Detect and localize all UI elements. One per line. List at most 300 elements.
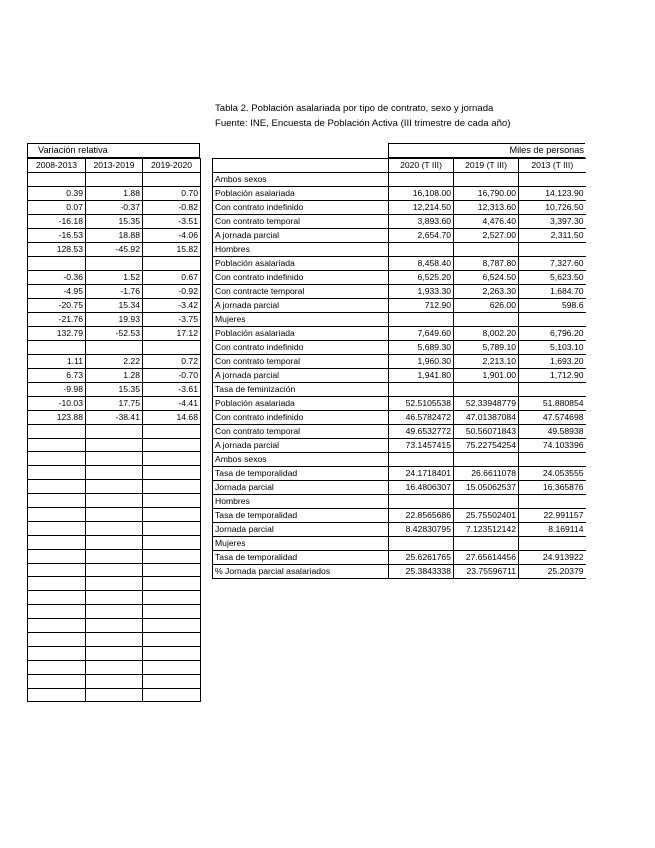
variation-cell: -3.42 bbox=[143, 298, 201, 312]
variation-cell bbox=[143, 466, 201, 480]
variation-cell bbox=[28, 452, 86, 466]
value-cell: 8,002.20 bbox=[454, 327, 519, 341]
value-cell: 598.6 bbox=[519, 299, 586, 313]
table-row bbox=[28, 563, 201, 577]
value-cell: 23.75596711 bbox=[454, 565, 519, 579]
value-cell: 47.01387084 bbox=[454, 411, 519, 425]
value-cell: 25.3843338 bbox=[389, 565, 454, 579]
value-cell bbox=[519, 243, 586, 257]
variation-cell bbox=[143, 563, 201, 577]
table-row bbox=[213, 425, 586, 439]
value-cell: 7.123512142 bbox=[454, 523, 519, 537]
row-label: Tasa de temporalidad bbox=[213, 551, 389, 565]
value-cell bbox=[454, 243, 519, 257]
table-row bbox=[213, 551, 586, 565]
row-label: % Jornada parcial asalariados bbox=[213, 565, 389, 579]
value-cell: 5,103.10 bbox=[519, 341, 586, 355]
table-row bbox=[28, 646, 201, 660]
variation-cell bbox=[28, 549, 86, 563]
variation-cell: -0.37 bbox=[86, 200, 143, 214]
value-cell: 25.6261765 bbox=[389, 551, 454, 565]
variation-cell bbox=[86, 591, 143, 605]
value-cell: 73.1457415 bbox=[389, 439, 454, 453]
value-cell bbox=[519, 173, 586, 187]
value-cell: 51.880854 bbox=[519, 397, 586, 411]
row-label: A jornada parcial bbox=[213, 439, 389, 453]
row-label: Jornada parcial bbox=[213, 481, 389, 495]
table-row bbox=[213, 313, 586, 327]
value-cell: 22.991157 bbox=[519, 509, 586, 523]
variation-cell: -3.75 bbox=[143, 312, 201, 326]
value-cell: 6,525.20 bbox=[389, 271, 454, 285]
variation-cell bbox=[28, 480, 86, 494]
variation-cell: -9.98 bbox=[28, 382, 86, 396]
value-cell: 1,960.30 bbox=[389, 355, 454, 369]
variation-cell bbox=[28, 605, 86, 619]
variation-cell: -20.75 bbox=[28, 298, 86, 312]
table-row bbox=[28, 326, 201, 340]
row-label: Mujeres bbox=[213, 313, 389, 327]
value-cell: 52.5105538 bbox=[389, 397, 454, 411]
variation-cell bbox=[86, 521, 143, 535]
value-cell: 47.574698 bbox=[519, 411, 586, 425]
variation-cell bbox=[86, 438, 143, 452]
variation-cell bbox=[28, 660, 86, 674]
variation-cell bbox=[28, 619, 86, 633]
value-cell: 5,789.10 bbox=[454, 341, 519, 355]
value-cell: 16.4806307 bbox=[389, 481, 454, 495]
variation-cell bbox=[143, 619, 201, 633]
table-row bbox=[213, 453, 586, 467]
row-label: A jornada parcial bbox=[213, 229, 389, 243]
value-cell: 27.65614456 bbox=[454, 551, 519, 565]
variation-cell: -0.92 bbox=[143, 284, 201, 298]
year-header: 2020 (T III) bbox=[389, 159, 454, 173]
table-row bbox=[213, 509, 586, 523]
value-cell bbox=[454, 453, 519, 467]
table-row bbox=[28, 660, 201, 674]
variation-cell: -52.53 bbox=[86, 326, 143, 340]
value-cell: 2,527.00 bbox=[454, 229, 519, 243]
value-cell: 8,458.40 bbox=[389, 257, 454, 271]
variation-cell bbox=[143, 591, 201, 605]
value-cell: 24.913922 bbox=[519, 551, 586, 565]
variation-cell bbox=[143, 438, 201, 452]
variation-cell bbox=[86, 494, 143, 508]
table-row bbox=[213, 187, 586, 201]
row-label: Con contrato indefinido bbox=[213, 201, 389, 215]
value-cell: 7,327.60 bbox=[519, 257, 586, 271]
value-cell bbox=[389, 313, 454, 327]
table-row bbox=[213, 229, 586, 243]
variation-cell: -4.95 bbox=[28, 284, 86, 298]
variation-cell bbox=[28, 577, 86, 591]
value-cell: 5,689.30 bbox=[389, 341, 454, 355]
value-cell: 74.103396 bbox=[519, 439, 586, 453]
value-cell: 24.1718401 bbox=[389, 467, 454, 481]
caption-title: Tabla 2. Población asalariada por tipo de contrato, sexo y jornada bbox=[215, 103, 494, 114]
table-row bbox=[213, 481, 586, 495]
units-header: Miles de personas bbox=[388, 143, 585, 158]
variation-cell bbox=[143, 674, 201, 688]
table-row bbox=[28, 619, 201, 633]
table-row bbox=[28, 298, 201, 312]
variation-cell: -38.41 bbox=[86, 410, 143, 424]
value-cell: 12,214.50 bbox=[389, 201, 454, 215]
variation-cell: 132.79 bbox=[28, 326, 86, 340]
table-row bbox=[213, 327, 586, 341]
value-cell: 25.20379 bbox=[519, 565, 586, 579]
value-cell: 52.33948779 bbox=[454, 397, 519, 411]
table-row bbox=[28, 242, 201, 256]
variation-cell bbox=[86, 466, 143, 480]
variation-header: Variación relativa bbox=[27, 143, 200, 158]
year-header-row bbox=[213, 159, 586, 173]
row-label: Con contrato indefinido bbox=[213, 411, 389, 425]
caption-source: Fuente: INE, Encuesta de Población Activa (III trimestre de cada año) bbox=[215, 118, 511, 129]
variation-cell bbox=[28, 508, 86, 522]
variation-cell bbox=[143, 424, 201, 438]
row-label: Población asalariada bbox=[213, 397, 389, 411]
variation-cell bbox=[28, 633, 86, 647]
table-row bbox=[28, 688, 201, 702]
value-cell: 26.6611078 bbox=[454, 467, 519, 481]
table-row bbox=[28, 605, 201, 619]
variation-cell bbox=[86, 549, 143, 563]
row-label: A jornada parcial bbox=[213, 369, 389, 383]
table-row bbox=[213, 173, 586, 187]
row-label: Con contrato indefinido bbox=[213, 341, 389, 355]
table-row bbox=[28, 424, 201, 438]
table-row bbox=[28, 173, 201, 187]
value-cell: 14,123.90 bbox=[519, 187, 586, 201]
table-row bbox=[28, 480, 201, 494]
row-label: Mujeres bbox=[213, 537, 389, 551]
row-label: Ambos sexos bbox=[213, 173, 389, 187]
value-cell: 24.053555 bbox=[519, 467, 586, 481]
value-cell: 12,313.60 bbox=[454, 201, 519, 215]
table-row bbox=[28, 452, 201, 466]
variation-cell bbox=[28, 494, 86, 508]
table-row bbox=[28, 508, 201, 522]
table-row bbox=[213, 215, 586, 229]
variation-cell bbox=[28, 646, 86, 660]
value-cell: 6,524.50 bbox=[454, 271, 519, 285]
table-row bbox=[28, 368, 201, 382]
value-cell bbox=[389, 243, 454, 257]
value-cell bbox=[389, 495, 454, 509]
value-cell: 8,787.80 bbox=[454, 257, 519, 271]
value-cell bbox=[389, 537, 454, 551]
variation-cell bbox=[28, 674, 86, 688]
variation-cell: -0.36 bbox=[28, 270, 86, 284]
variation-cell bbox=[86, 563, 143, 577]
row-label: Población asalariada bbox=[213, 257, 389, 271]
table-caption bbox=[215, 101, 510, 131]
table-row bbox=[28, 396, 201, 410]
variation-cell bbox=[143, 452, 201, 466]
variation-cell bbox=[86, 256, 143, 270]
row-label: Con contrato temporal bbox=[213, 355, 389, 369]
row-label: Tasa de temporalidad bbox=[213, 467, 389, 481]
table-row bbox=[213, 439, 586, 453]
value-cell: 2,263.30 bbox=[454, 285, 519, 299]
table-row bbox=[28, 200, 201, 214]
value-cell bbox=[454, 383, 519, 397]
variation-cell bbox=[86, 619, 143, 633]
table-row bbox=[28, 382, 201, 396]
value-cell: 10,726.50 bbox=[519, 201, 586, 215]
period-header: 2008-2013 bbox=[28, 159, 86, 173]
variation-cell bbox=[143, 660, 201, 674]
value-cell bbox=[519, 313, 586, 327]
table-row bbox=[28, 312, 201, 326]
variation-cell bbox=[28, 173, 86, 187]
table-row bbox=[28, 549, 201, 563]
variation-cell bbox=[86, 535, 143, 549]
table-row bbox=[213, 467, 586, 481]
value-cell: 626.00 bbox=[454, 299, 519, 313]
row-label: Tasa de feminización bbox=[213, 383, 389, 397]
table-row bbox=[213, 285, 586, 299]
value-cell: 16,108.00 bbox=[389, 187, 454, 201]
variation-cell bbox=[143, 173, 201, 187]
value-cell: 712.90 bbox=[389, 299, 454, 313]
variation-cell bbox=[86, 173, 143, 187]
variation-cell bbox=[86, 674, 143, 688]
variation-cell: 1.28 bbox=[86, 368, 143, 382]
table-row bbox=[28, 256, 201, 270]
row-label: Con contracte temporal bbox=[213, 285, 389, 299]
variation-cell bbox=[86, 660, 143, 674]
value-cell bbox=[389, 453, 454, 467]
variation-cell: 2.22 bbox=[86, 354, 143, 368]
variation-cell: -1.76 bbox=[86, 284, 143, 298]
value-cell: 16,790.00 bbox=[454, 187, 519, 201]
table-row bbox=[213, 383, 586, 397]
variation-cell bbox=[86, 424, 143, 438]
variation-cell bbox=[86, 646, 143, 660]
variation-cell: -21.76 bbox=[28, 312, 86, 326]
value-cell: 1,684.70 bbox=[519, 285, 586, 299]
variation-cell bbox=[86, 340, 143, 354]
variation-cell: 15.34 bbox=[86, 298, 143, 312]
table-row bbox=[28, 591, 201, 605]
variation-cell bbox=[143, 508, 201, 522]
variation-cell: 6.73 bbox=[28, 368, 86, 382]
table-row bbox=[213, 271, 586, 285]
variation-cell: 18.88 bbox=[86, 228, 143, 242]
variation-cell bbox=[143, 494, 201, 508]
value-cell bbox=[519, 383, 586, 397]
table-row bbox=[213, 537, 586, 551]
variation-cell: -4.06 bbox=[143, 228, 201, 242]
value-cell bbox=[454, 173, 519, 187]
value-cell: 50.56071843 bbox=[454, 425, 519, 439]
table-row bbox=[213, 397, 586, 411]
table-row bbox=[213, 495, 586, 509]
table-row bbox=[213, 299, 586, 313]
variation-cell: -16.53 bbox=[28, 228, 86, 242]
variation-cell: 0.70 bbox=[143, 186, 201, 200]
variation-cell bbox=[143, 633, 201, 647]
value-cell: 15.05062537 bbox=[454, 481, 519, 495]
row-label: Con contrato temporal bbox=[213, 425, 389, 439]
variation-cell: 0.07 bbox=[28, 200, 86, 214]
table-row bbox=[28, 535, 201, 549]
table-row bbox=[28, 186, 201, 200]
variation-cell: 0.39 bbox=[28, 186, 86, 200]
value-cell: 2,213.10 bbox=[454, 355, 519, 369]
variation-cell: 0.72 bbox=[143, 354, 201, 368]
table-row bbox=[28, 521, 201, 535]
value-cell bbox=[519, 453, 586, 467]
value-cell: 49.58938 bbox=[519, 425, 586, 439]
variation-cell bbox=[143, 605, 201, 619]
value-cell bbox=[454, 537, 519, 551]
table-row bbox=[213, 523, 586, 537]
employment-table bbox=[212, 158, 586, 579]
variation-cell: 15.35 bbox=[86, 382, 143, 396]
row-label: Con contrato indefinido bbox=[213, 271, 389, 285]
table-row bbox=[213, 257, 586, 271]
variation-cell: 15.82 bbox=[143, 242, 201, 256]
variation-cell: 17.75 bbox=[86, 396, 143, 410]
row-label: A jornada parcial bbox=[213, 299, 389, 313]
table-row bbox=[213, 243, 586, 257]
variation-cell: 19.93 bbox=[86, 312, 143, 326]
variation-cell bbox=[143, 549, 201, 563]
variation-cell bbox=[28, 688, 86, 702]
table-row bbox=[213, 369, 586, 383]
variation-cell: -0.82 bbox=[143, 200, 201, 214]
table-row bbox=[28, 494, 201, 508]
variation-cell bbox=[28, 521, 86, 535]
period-header: 2013-2019 bbox=[86, 159, 143, 173]
variation-cell bbox=[143, 480, 201, 494]
table-row bbox=[28, 633, 201, 647]
value-cell: 7,649.60 bbox=[389, 327, 454, 341]
value-cell: 6,796.20 bbox=[519, 327, 586, 341]
value-cell: 49.6532772 bbox=[389, 425, 454, 439]
variation-cell: 1.52 bbox=[86, 270, 143, 284]
variation-cell: 14.68 bbox=[143, 410, 201, 424]
table-row bbox=[28, 438, 201, 452]
value-cell: 46.5782472 bbox=[389, 411, 454, 425]
table-row bbox=[28, 284, 201, 298]
variation-cell bbox=[143, 521, 201, 535]
row-label: Tasa de temporalidad bbox=[213, 509, 389, 523]
variation-cell bbox=[28, 466, 86, 480]
table-row bbox=[28, 466, 201, 480]
row-label: Población asalariada bbox=[213, 187, 389, 201]
variation-cell bbox=[86, 633, 143, 647]
table-row bbox=[213, 565, 586, 579]
table-row bbox=[28, 354, 201, 368]
variation-cell bbox=[86, 480, 143, 494]
variation-cell: -10.03 bbox=[28, 396, 86, 410]
row-label: Hombres bbox=[213, 495, 389, 509]
variation-cell bbox=[28, 256, 86, 270]
variation-cell: 123.88 bbox=[28, 410, 86, 424]
value-cell: 1,901.00 bbox=[454, 369, 519, 383]
table-row bbox=[213, 411, 586, 425]
variation-cell bbox=[28, 340, 86, 354]
variation-cell bbox=[86, 688, 143, 702]
table-row bbox=[28, 228, 201, 242]
variation-cell: 0.67 bbox=[143, 270, 201, 284]
value-cell: 16.365876 bbox=[519, 481, 586, 495]
variation-cell: -16.18 bbox=[28, 214, 86, 228]
variation-cell: 15.35 bbox=[86, 214, 143, 228]
variation-cell: 1.88 bbox=[86, 186, 143, 200]
value-cell: 8.42830795 bbox=[389, 523, 454, 537]
variation-cell bbox=[143, 340, 201, 354]
row-label: Jornada parcial bbox=[213, 523, 389, 537]
value-cell bbox=[519, 495, 586, 509]
variation-cell: 1.11 bbox=[28, 354, 86, 368]
variation-cell: 17.12 bbox=[143, 326, 201, 340]
year-header: 2019 (T III) bbox=[454, 159, 519, 173]
variation-cell: -45.92 bbox=[86, 242, 143, 256]
value-cell: 8.169114 bbox=[519, 523, 586, 537]
value-cell: 2,311.50 bbox=[519, 229, 586, 243]
value-cell: 1,941.80 bbox=[389, 369, 454, 383]
variation-cell: 128.53 bbox=[28, 242, 86, 256]
row-label: Hombres bbox=[213, 243, 389, 257]
row-label: Ambos sexos bbox=[213, 453, 389, 467]
variation-cell bbox=[86, 508, 143, 522]
value-cell bbox=[389, 383, 454, 397]
variation-cell bbox=[28, 563, 86, 577]
row-label: Con contrato temporal bbox=[213, 215, 389, 229]
table-row bbox=[213, 355, 586, 369]
year-header: 2013 (T III) bbox=[519, 159, 586, 173]
variation-cell: -4.41 bbox=[143, 396, 201, 410]
variation-cell: -3.61 bbox=[143, 382, 201, 396]
variation-cell: -3.51 bbox=[143, 214, 201, 228]
table-row bbox=[213, 201, 586, 215]
variation-table bbox=[27, 158, 201, 702]
variation-cell bbox=[143, 688, 201, 702]
variation-cell: -0.70 bbox=[143, 368, 201, 382]
value-cell: 2,654.70 bbox=[389, 229, 454, 243]
table-row bbox=[28, 214, 201, 228]
variation-cell bbox=[28, 424, 86, 438]
value-cell bbox=[519, 537, 586, 551]
table-row bbox=[28, 340, 201, 354]
value-cell bbox=[389, 173, 454, 187]
variation-cell bbox=[86, 605, 143, 619]
value-cell: 5,623.50 bbox=[519, 271, 586, 285]
variation-cell bbox=[143, 646, 201, 660]
value-cell: 75.22754254 bbox=[454, 439, 519, 453]
value-cell bbox=[454, 495, 519, 509]
variation-cell bbox=[28, 535, 86, 549]
row-label: Población asalariada bbox=[213, 327, 389, 341]
table-row bbox=[28, 577, 201, 591]
variation-cell bbox=[143, 577, 201, 591]
value-cell: 4,476.40 bbox=[454, 215, 519, 229]
variation-cell bbox=[28, 591, 86, 605]
table-row bbox=[28, 674, 201, 688]
value-cell: 22.8565686 bbox=[389, 509, 454, 523]
variation-cell bbox=[143, 256, 201, 270]
variation-cell bbox=[143, 535, 201, 549]
value-cell: 25.75502401 bbox=[454, 509, 519, 523]
table-row bbox=[28, 410, 201, 424]
variation-cell bbox=[28, 438, 86, 452]
